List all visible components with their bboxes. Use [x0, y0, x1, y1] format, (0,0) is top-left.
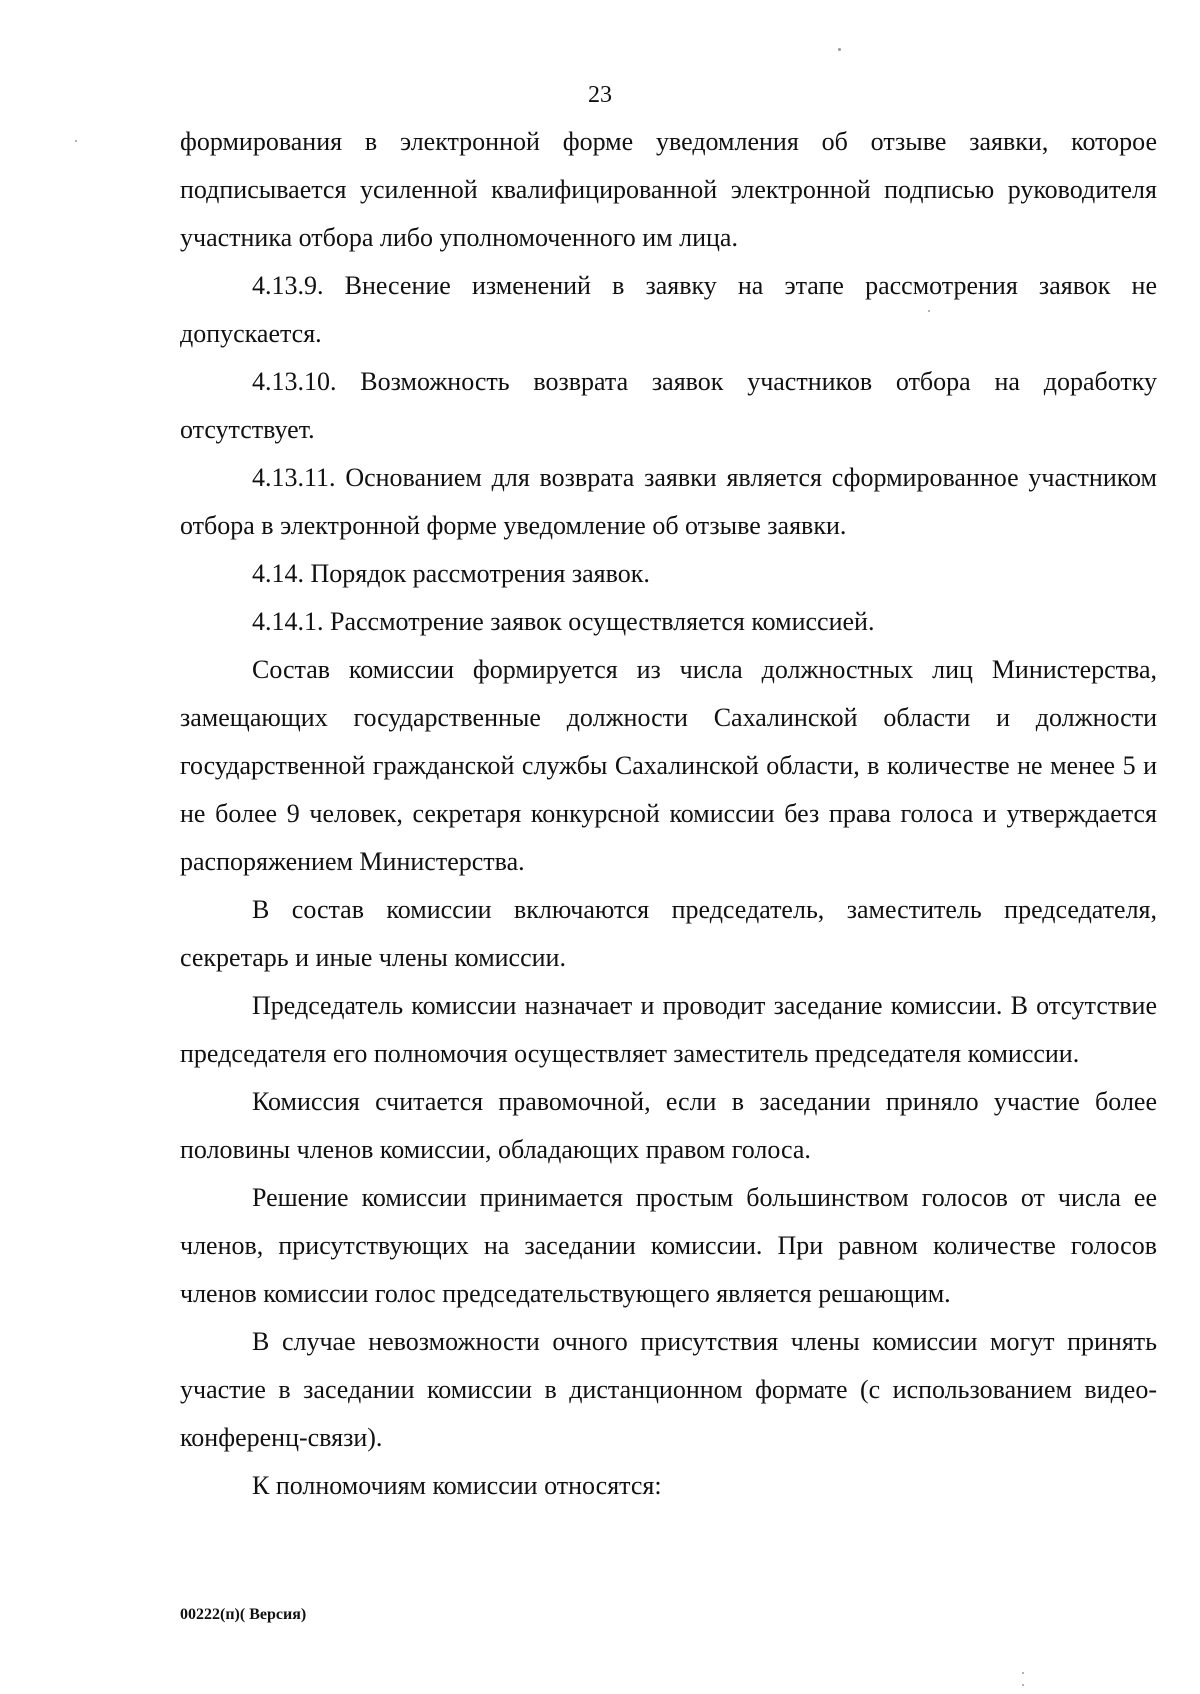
page-number: 23: [588, 82, 612, 108]
paragraph-commission-quorum: Комиссия считается правомочной, если в заседании приняло участие более половины членов комиссии, обладающих правом голоса.: [180, 1087, 1157, 1164]
paragraph-commission-powers: К полномочиям комиссии относятся:: [252, 1471, 662, 1500]
scan-speck: [838, 48, 841, 51]
paragraph-4-14: 4.14. Порядок рассмотрения заявок.: [252, 559, 650, 588]
scan-speck: [928, 310, 930, 312]
paragraph-remote-participation: В случае невозможности очного присутствия члены комиссии могут принять участие в заседании комиссии в дистанционном формате (с использованием видео-конференц-связи).: [180, 1327, 1157, 1452]
paragraph-4-14-1: 4.14.1. Рассмотрение заявок осуществляется комиссией.: [252, 607, 875, 636]
paragraph-commission-decision: Решение комиссии принимается простым большинством голосов от числа ее членов, присутствующих на заседании комиссии. При равном количестве голосов членов комиссии голос председательствующего является решающим.: [180, 1183, 1157, 1308]
paragraph-commission-chair: Председатель комиссии назначает и проводит заседание комиссии. В отсутствие председателя его полномочия осуществляет заместитель председателя комиссии.: [180, 991, 1157, 1068]
paragraph-4-13-11: 4.13.11. Основанием для возврата заявки является сформированное участником отбора в электронной форме уведомление об отзыве заявки.: [180, 463, 1157, 540]
paragraph-4-13-9: 4.13.9. Внесение изменений в заявку на этапе рассмотрения заявок не допускается.: [180, 271, 1157, 348]
scan-speck: [75, 140, 77, 142]
document-body: [180, 118, 1157, 1510]
scan-speck: [1022, 1684, 1024, 1686]
paragraph-commission-members: В состав комиссии включаются председатель, заместитель председателя, секретарь и иные члены комиссии.: [180, 895, 1157, 972]
paragraph-4-13-10: 4.13.10. Возможность возврата заявок участников отбора на доработку отсутствует.: [180, 367, 1157, 444]
footer-doc-code: 00222(п)( Версия): [180, 1606, 307, 1623]
scan-speck: [1022, 1672, 1024, 1674]
paragraph-continuation: формирования в электронной форме уведомления об отзыве заявки, которое подписывается усиленной квалифицированной электронной подписью руководителя участника отбора либо уполномоченного им лица.: [180, 127, 1157, 252]
paragraph-commission-composition: Состав комиссии формируется из числа должностных лиц Министерства, замещающих государственные должности Сахалинской области и должности государственной гражданской службы Сахалинской области, в количестве не менее 5 и не более 9 человек, секретаря конкурсной комиссии без права голоса и утверждается распоряжением Министерства.: [180, 655, 1157, 876]
